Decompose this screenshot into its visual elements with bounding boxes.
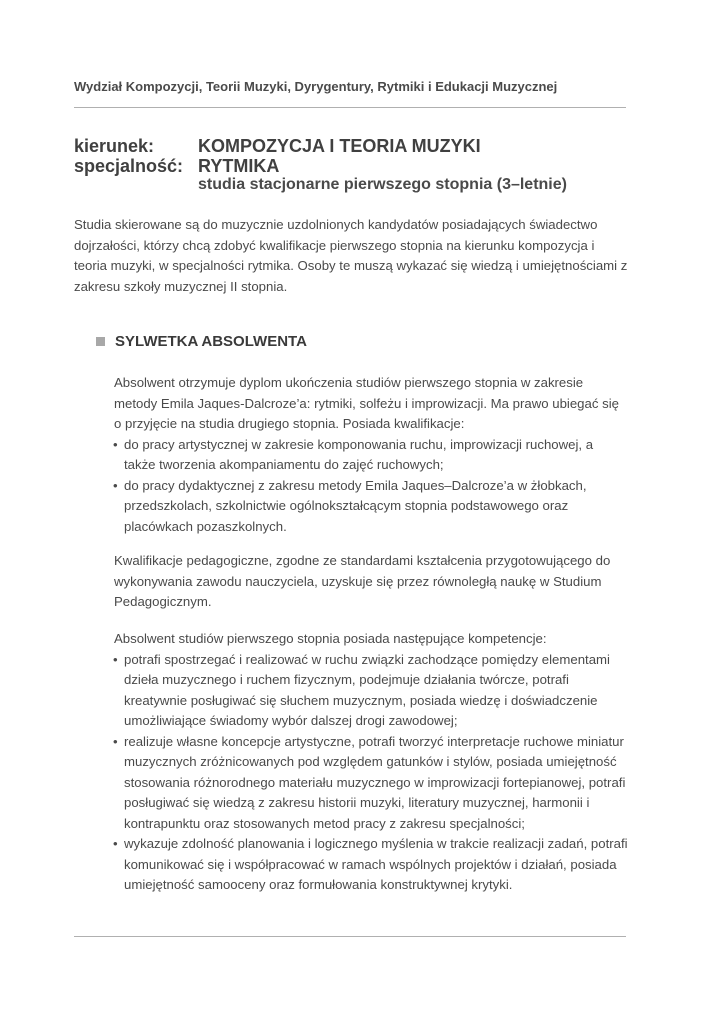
study-type: studia stacjonarne pierwszego stopnia (3–letnie): [198, 176, 567, 193]
qualifications-list: [114, 435, 628, 538]
program-info: [74, 136, 634, 193]
profile-paragraph: Absolwent otrzymuje dyplom ukończenia studiów pierwszego stopnia w zakresie metody Emila Jaques-Dalcroze’a: rytmiki, solfeżu i improwizacji. Ma prawo ubiegać się o przyjęcie na studia drugiego stopnia. Posiada kwalifikacje:: [114, 375, 619, 431]
kierunek-value: KOMPOZYCJA I TEORIA MUZYKI: [198, 136, 481, 156]
list-item: • potrafi spostrzegać i realizować w ruchu związki zachodzące pomiędzy elementami dzieła muzycznego i ruchem fizycznym, podejmuje działania twórcze, potrafi kreatywnie posługiwać się słuchem muzycznym, posiada wiedzę i doświadczenie umożliwiające świadomy wybór dalszej drogi zawodowej;: [114, 650, 628, 732]
list-item: • do pracy dydaktycznej z zakresu metody Emila Jaques–Dalcroze’a w żłobkach, przedszkolach, szkolnictwie ogólnokształcącym stopnia podstawowego oraz placówkach pozaszkolnych.: [114, 476, 628, 538]
list-item: • realizuje własne koncepcje artystyczne, potrafi tworzyć interpretacje ruchowe miniatur muzycznych zróżnicowanych pod względem gatunków i stylów, posiada umiejętność stosowania różnorodnego materiału muzycznego w improwizacji fortepianowej, potrafi posługiwać się wiedzą z zakresu historii muzyki, literatury muzycznej, harmonii i kontrapunktu oraz stosowanych metod pracy z zakresu specjalności;: [114, 732, 628, 835]
footer-divider: [74, 936, 626, 937]
list-item: • do pracy artystycznej w zakresie komponowania ruchu, improwizacji ruchowej, a także tworzenia akompaniamentu do zajęć ruchowych;: [114, 435, 628, 476]
section-heading: [96, 333, 307, 350]
specjalnosc-row: [74, 156, 634, 176]
specjalnosc-label: specjalność:: [74, 156, 184, 176]
header-divider: [74, 107, 626, 108]
competences-intro: Absolwent studiów pierwszego stopnia posiada następujące kompetencje:: [114, 631, 547, 646]
square-bullet-icon: [96, 337, 105, 346]
competences-list: [114, 650, 628, 896]
intro-paragraph: Studia skierowane są do muzycznie uzdolnionych kandydatów posiadających świadectwo dojrzałości, którzy chcą zdobyć kwalifikacje pierwszego stopnia na kierunku kompozycja i teoria muzyki, w specjalności rytmika. Osoby te muszą wykazać się wiedzą i umiejętnościami z zakresu szkoły muzycznej II stopnia.: [74, 217, 628, 294]
competences-block: [114, 629, 628, 896]
list-item: • wykazuje zdolność planowania i logicznego myślenia w trakcie realizacji zadań, potrafi komunikować się i współpracować w ramach wspólnych projektów i działań, posiada umiejętność samooceny oraz formułowania konstruktywnej krytyki.: [114, 834, 628, 896]
pedagogical-paragraph: Kwalifikacje pedagogiczne, zgodne ze standardami kształcenia przygotowującego do wykonywania zawodu nauczyciela, uzyskuje się przez równoległą naukę w Studium Pedagogicznym.: [114, 553, 611, 609]
kierunek-label: kierunek:: [74, 136, 155, 156]
faculty-header: Wydział Kompozycji, Teorii Muzyki, Dyrygentury, Rytmiki i Edukacji Muzycznej: [74, 79, 558, 94]
section-title: SYLWETKA ABSOLWENTA: [115, 333, 307, 350]
specjalnosc-value: RYTMIKA: [198, 156, 280, 176]
graduate-profile-block: [114, 373, 628, 537]
pedagogical-block: [114, 551, 628, 613]
kierunek-row: [74, 136, 634, 156]
